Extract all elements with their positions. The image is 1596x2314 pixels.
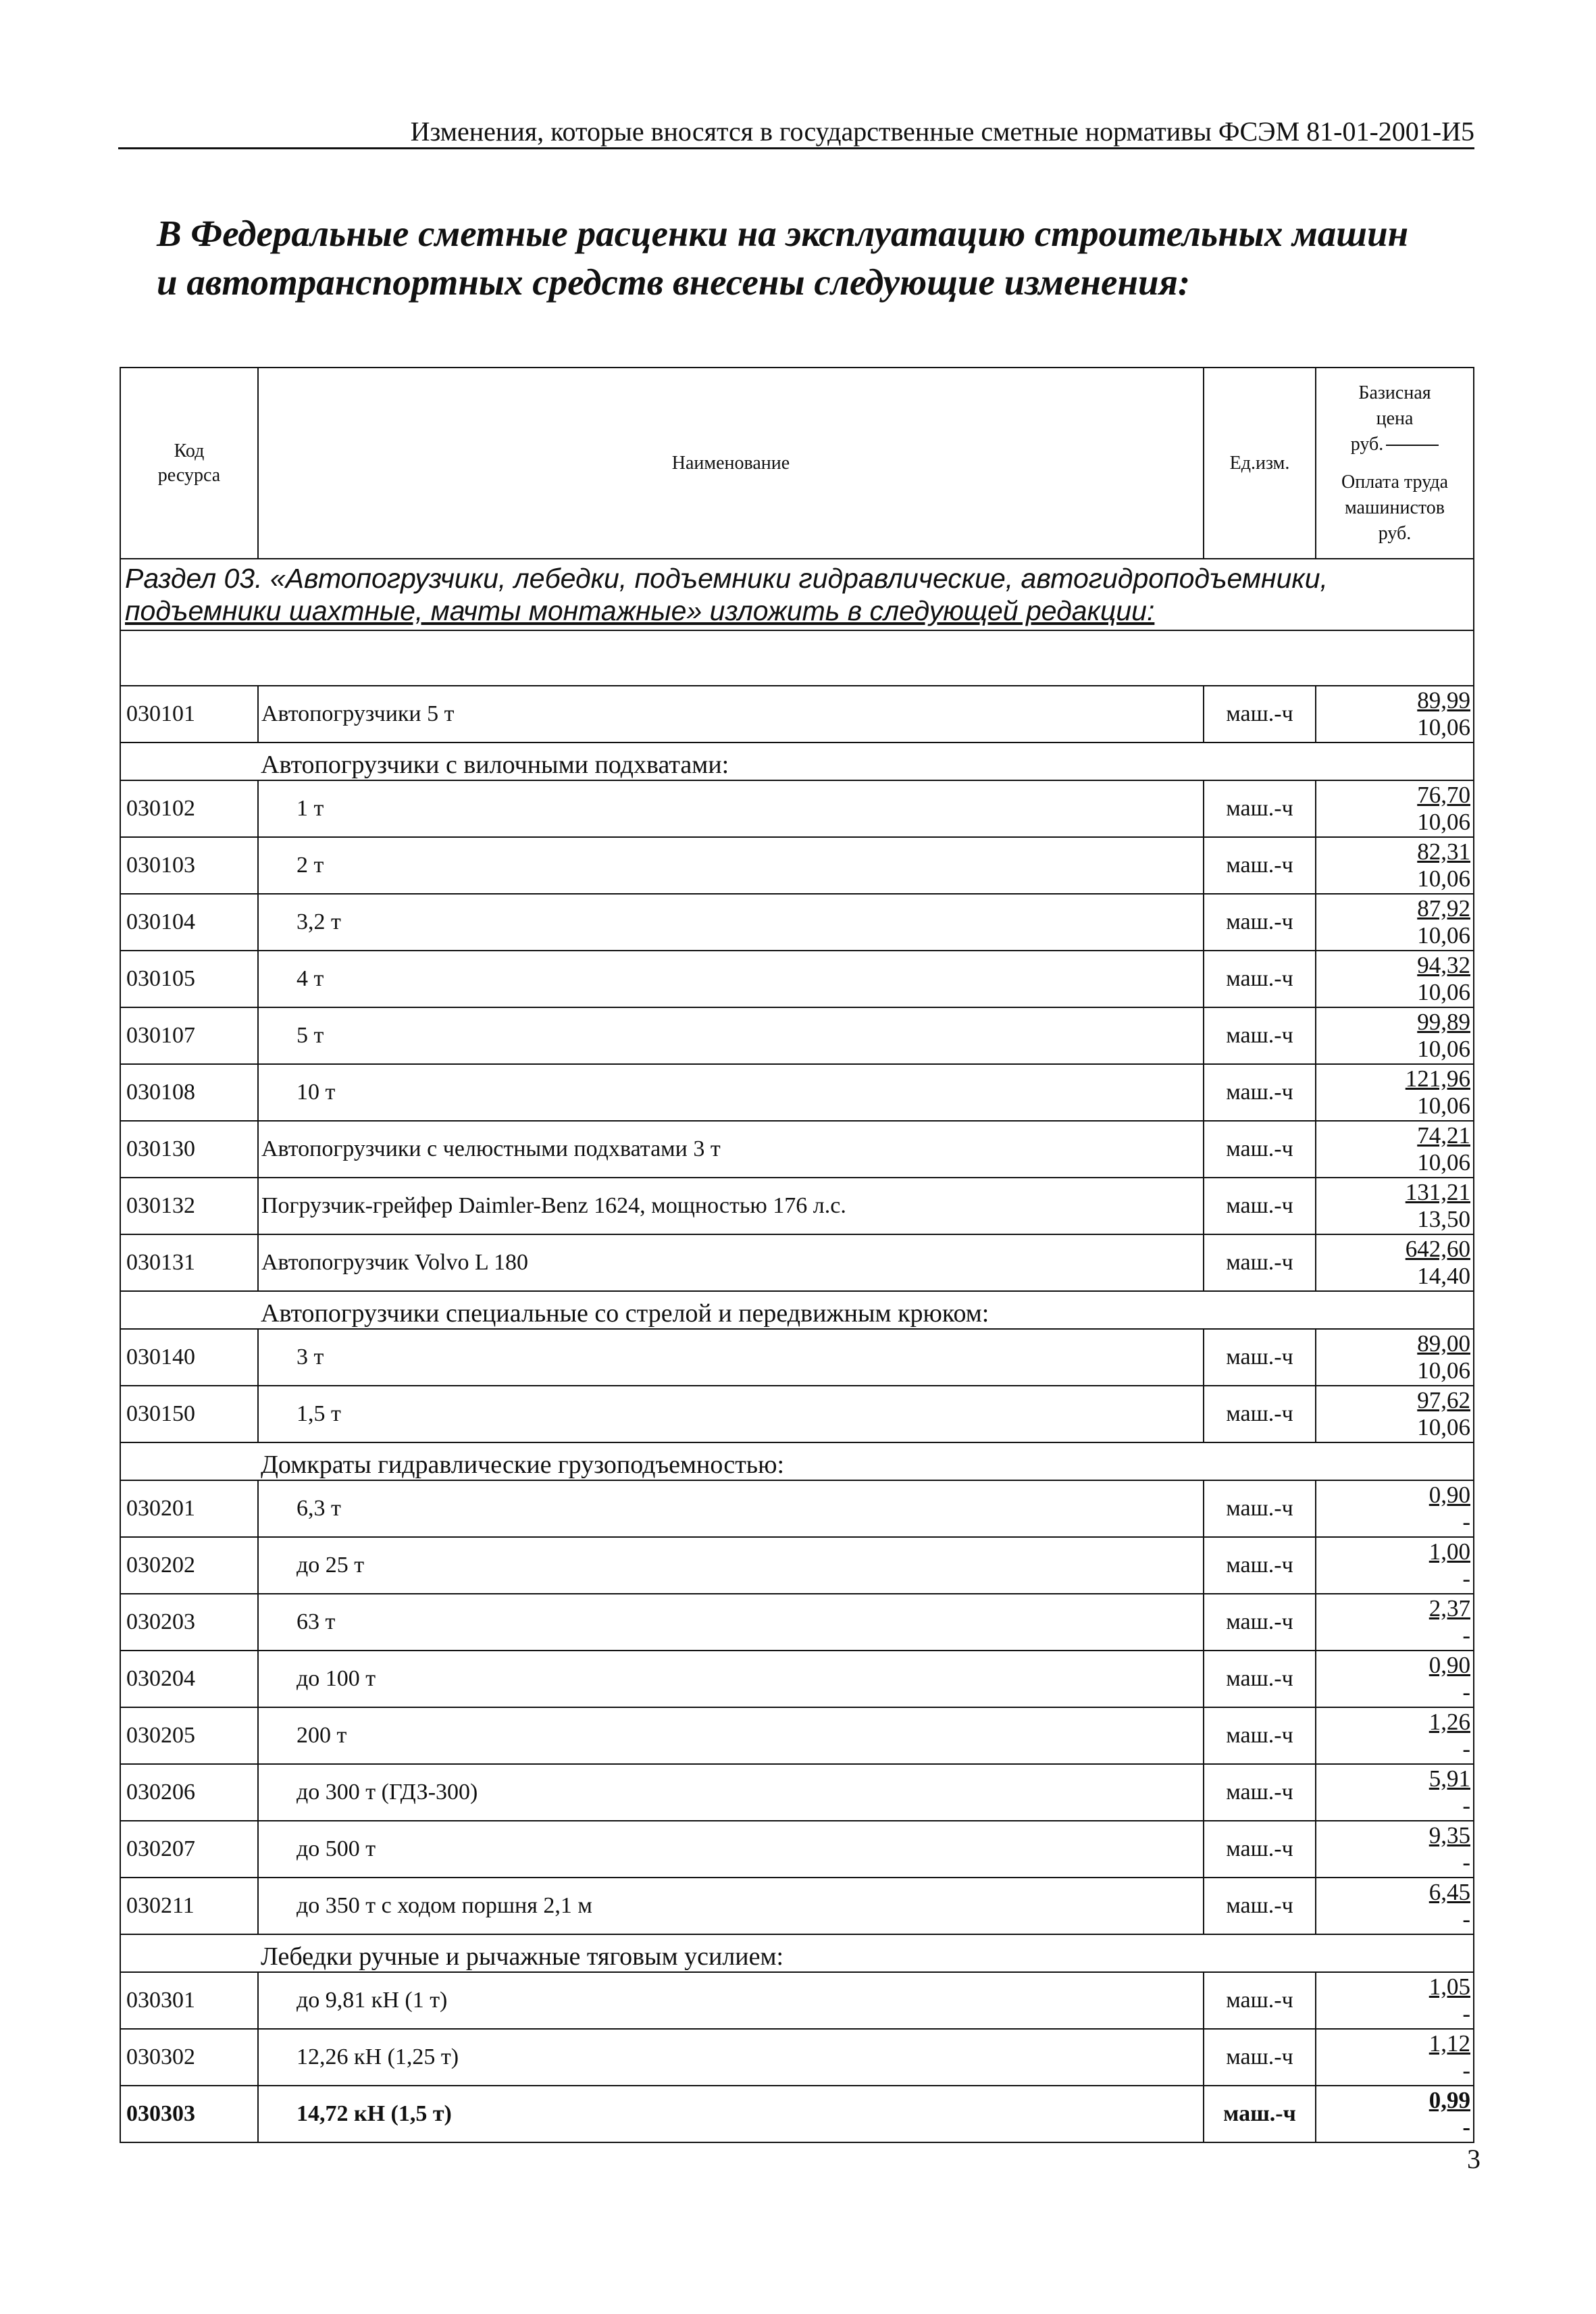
table-row: 030132 Погрузчик-грейфер Daimler-Benz 1624, мощностью 176 л.с. маш.-ч 131,21 13,50 [120,1178,1474,1234]
page-title-line-2: и автотранспортных средств внесены следующие изменения: [157,261,1191,303]
group-heading: Домкраты гидравлические грузоподъемностью: [258,1442,1474,1480]
table-row: 030108 10 т маш.-ч 121,96 10,06 [120,1064,1474,1121]
group-heading-row [120,1934,1474,1972]
table-row: 030211 до 350 т с ходом поршня 2,1 м маш.-ч 6,45 - [120,1878,1474,1934]
table-row: 030303 14,72 кН (1,5 т) маш.-ч 0,99 - [120,2086,1474,2142]
table-row: 030130 Автопогрузчики с челюстными подхватами 3 т маш.-ч 74,21 10,06 [120,1121,1474,1178]
table-row: 030201 6,3 т маш.-ч 0,90 - [120,1480,1474,1537]
header-code: Код ресурса [120,368,258,559]
running-header [118,116,1474,149]
table-row: 030301 до 9,81 кН (1 т) маш.-ч 1,05 - [120,1972,1474,2029]
table-row: 030203 63 т маш.-ч 2,37 - [120,1594,1474,1651]
blank-row [120,630,1474,686]
group-heading: Автопогрузчики с вилочными подхватами: [258,743,1474,780]
table-row: 030102 1 т маш.-ч 76,70 10,06 [120,780,1474,837]
page-number: 3 [1467,2144,1481,2174]
header-unit: Ед.изм. [1204,368,1316,559]
table-row: 030202 до 25 т маш.-ч 1,00 - [120,1537,1474,1594]
section-heading-row [120,559,1474,630]
header-price: Базисная цена руб. Оплата труда машинистов руб. [1316,368,1474,559]
table-row: 030101 Автопогрузчики 5 т маш.-ч 89,99 10,06 [120,686,1474,743]
table-row: 030205 200 т маш.-ч 1,26 - [120,1707,1474,1764]
group-heading: Лебедки ручные и рычажные тяговым усилием: [258,1934,1474,1972]
table-row: 030104 3,2 т маш.-ч 87,92 10,06 [120,894,1474,951]
table-row: 030204 до 100 т маш.-ч 0,90 - [120,1651,1474,1707]
table-row: 030103 2 т маш.-ч 82,31 10,06 [120,837,1474,894]
rates-table [120,367,1474,2143]
table-header-row [120,368,1474,559]
table-row: 030105 4 т маш.-ч 94,32 10,06 [120,951,1474,1007]
table-row: 030131 Автопогрузчик Volvo L 180 маш.-ч 642,60 14,40 [120,1234,1474,1291]
group-heading-row [120,1442,1474,1480]
header-name: Наименование [258,368,1204,559]
page-title-line-1: В Федеральные сметные расценки на эксплуатацию строительных машин [157,213,1409,254]
table-row: 030206 до 300 т (ГДЗ-300) маш.-ч 5,91 - [120,1764,1474,1821]
page-title [157,209,1494,307]
group-heading: Автопогрузчики специальные со стрелой и передвижным крюком: [258,1291,1474,1329]
table-row: 030207 до 500 т маш.-ч 9,35 - [120,1821,1474,1878]
table-row: 030150 1,5 т маш.-ч 97,62 10,06 [120,1386,1474,1442]
running-header-text: Изменения, которые вносятся в государственные сметные нормативы ФСЭМ 81-01-2001-И5 [410,116,1474,147]
table-row: 030140 3 т маш.-ч 89,00 10,06 [120,1329,1474,1386]
group-heading-row [120,1291,1474,1329]
table-row: 030107 5 т маш.-ч 99,89 10,06 [120,1007,1474,1064]
table-row: 030302 12,26 кН (1,25 т) маш.-ч 1,12 - [120,2029,1474,2086]
section-heading: Раздел 03. «Автопогрузчики, лебедки, подъемники гидравлические, автогидроподъемники, подъемники шахтные, мачты монтажные» изложить в следующей редакции: [120,559,1474,630]
group-heading-row [120,743,1474,780]
